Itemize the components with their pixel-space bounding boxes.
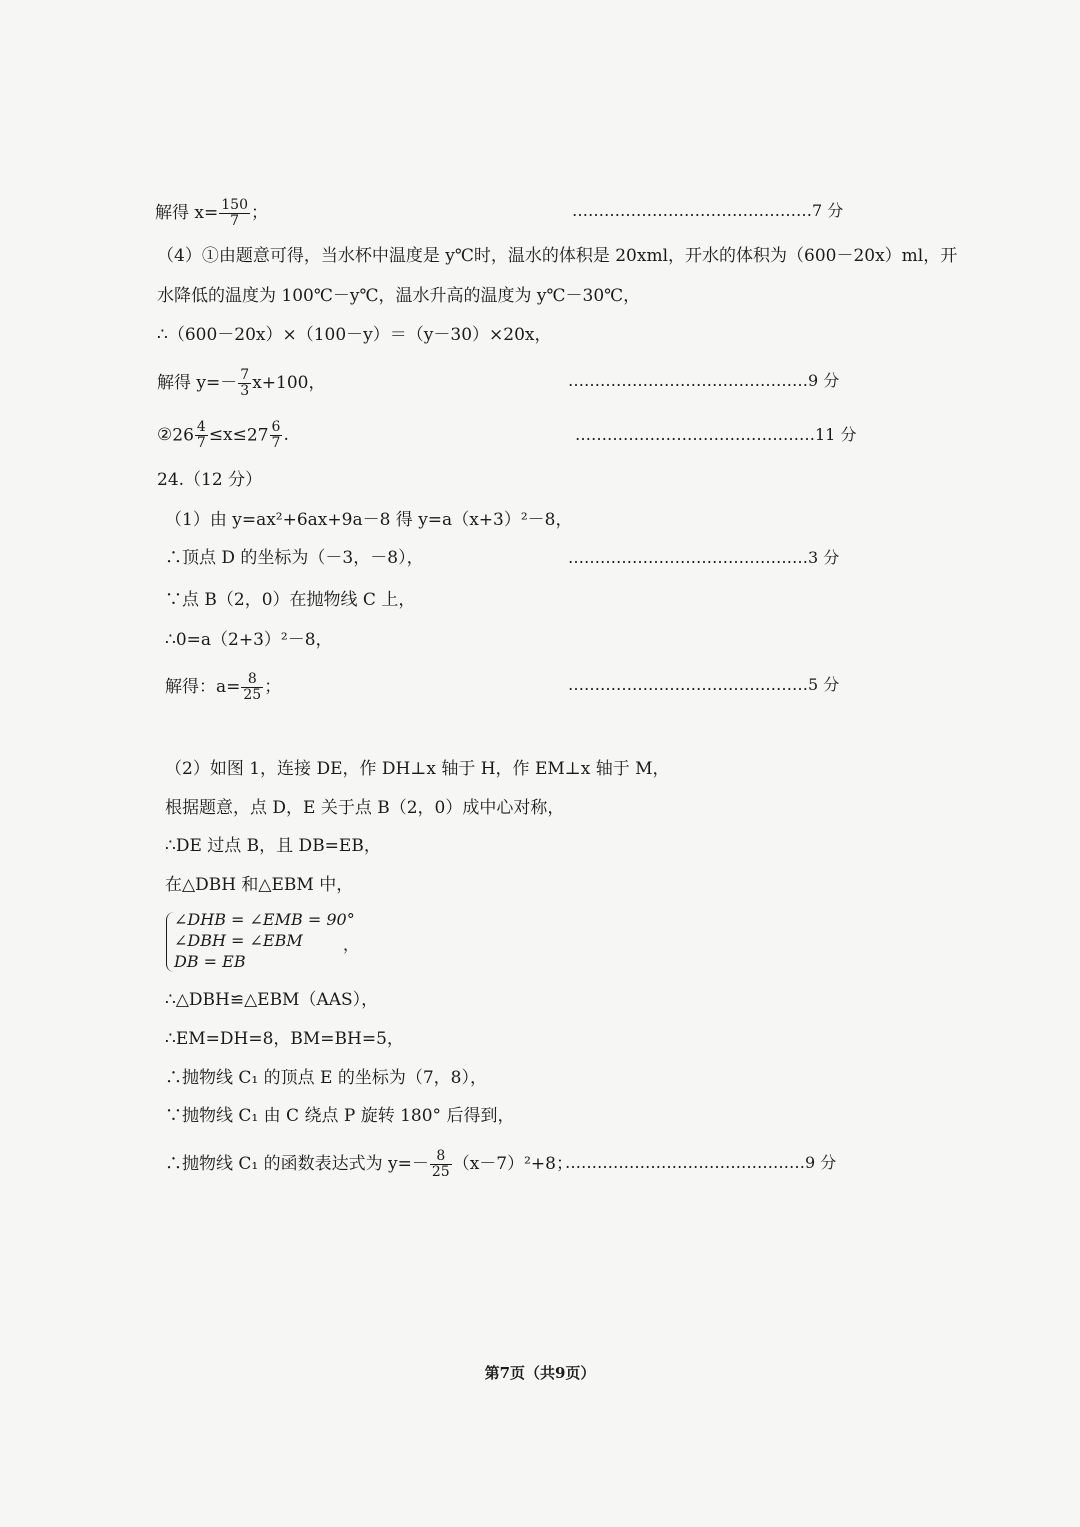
system-comma: ， — [343, 935, 360, 954]
score-mark: ………………………………………7 分 — [572, 201, 844, 220]
system-row: DB = EB — [174, 952, 246, 971]
score-mark: ………………………………………9 分 — [565, 1153, 837, 1172]
fraction: $\frac{4}{7}$ — [196, 419, 206, 451]
text-line: ∴EM=DH=8，BM=BH=5， — [165, 1029, 404, 1049]
fraction: $\frac{150}{7}$ — [221, 197, 248, 229]
inequality-line: ②26 $\frac{4}{7}$ ≤x≤27 $\frac{6}{7}$ . — [157, 419, 289, 451]
question-heading: 24.（12 分） — [157, 470, 263, 490]
text-line: ∴抛物线 C₁ 的顶点 E 的坐标为（7，8）， — [165, 1068, 487, 1088]
text-line: ∴△DBH≌△EBM（AAS）， — [165, 990, 379, 1010]
text-line: ∵点 B（2，0）在抛物线 C 上， — [165, 590, 416, 610]
score-mark: ………………………………………3 分 — [568, 548, 840, 567]
text-line: ∴（600－20x）×（100－y）＝（y－30）×20x， — [157, 325, 552, 345]
text-line: ∴DE 过点 B，且 DB=EB， — [165, 836, 381, 856]
text-line: 在△DBH 和△EBM 中， — [165, 875, 354, 895]
fraction: $\frac{8}{25}$ — [243, 671, 262, 703]
page-number: 第7页（共9页） — [484, 1364, 596, 1382]
text-line: ∴0=a（2+3）²－8， — [165, 630, 333, 650]
text-line: （2）如图 1，连接 DE，作 DH⊥x 轴于 H，作 EM⊥x 轴于 M， — [165, 759, 670, 779]
text-line: ∴顶点 D 的坐标为（－3，－8）， — [165, 548, 424, 568]
solution-line-a: 解得：a= $\frac{8}{25}$ ； — [165, 671, 282, 703]
system-row: ∠DBH = ∠EBM — [174, 931, 303, 950]
solution-line-y: 解得 y=－ $\frac{7}{3}$ x+100， — [157, 367, 326, 399]
fraction: $\frac{6}{7}$ — [271, 419, 281, 451]
text-line: 根据题意，点 D，E 关于点 B（2，0）成中心对称， — [165, 798, 565, 818]
system-row: ∠DHB = ∠EMB = 90° — [174, 910, 355, 929]
fraction: $\frac{7}{3}$ — [240, 367, 250, 399]
text-line: （4）①由题意可得，当水杯中温度是 y℃时，温水的体积是 20xml，开水的体积为（600－20x）ml，开 — [157, 246, 958, 266]
score-mark: ………………………………………11 分 — [575, 425, 857, 444]
text-line: ∵抛物线 C₁ 由 C 绕点 P 旋转 180° 后得到， — [165, 1106, 515, 1126]
score-mark: ………………………………………5 分 — [568, 675, 840, 694]
solution-line-c1: ∴抛物线 C₁ 的函数表达式为 y=－ $\frac{8}{25}$ （x－7）²+8； — [165, 1148, 573, 1180]
solution-line-x: 解得 x= $\frac{150}{7}$ ； — [155, 197, 268, 229]
text-line: （1）由 y=ax²+6ax+9a－8 得 y=a（x+3）²－8， — [165, 510, 573, 530]
score-mark: ………………………………………9 分 — [568, 371, 840, 390]
text-line: 水降低的温度为 100℃－y℃，温水升高的温度为 y℃－30℃， — [157, 286, 641, 306]
fraction: $\frac{8}{25}$ — [431, 1148, 450, 1180]
